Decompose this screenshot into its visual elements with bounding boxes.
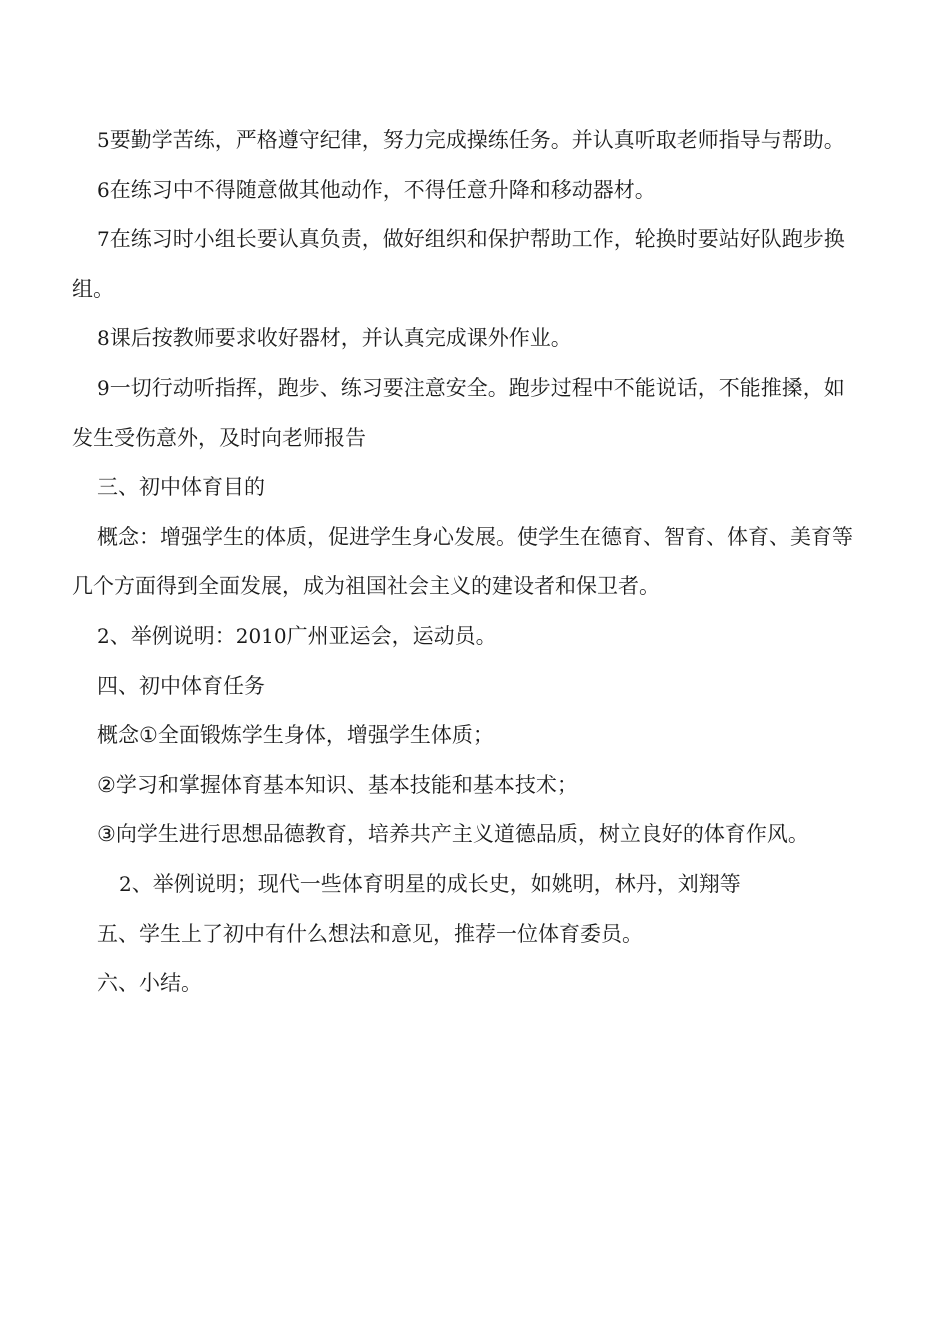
paragraph-text: 概念①全面锻炼学生身体，增强学生体质； <box>97 723 494 748</box>
item-number: 8 <box>97 326 110 351</box>
item-text: 一切行动听指挥，跑步、练习要注意安全。跑步过程中不能说话，不能推搡，如发生受伤意外，及时向老师报告 <box>72 375 845 450</box>
item-text: 在练习时小组长要认真负责，做好组织和保护帮助工作，轮换时要站好队跑步换组。 <box>72 227 845 301</box>
task-item-1 <box>72 711 862 761</box>
heading-text: 五、学生上了初中有什么想法和意见，推荐一位体育委员。 <box>97 921 643 946</box>
item-text-2: 广州亚运会，运动员。 <box>286 623 497 648</box>
section-heading-6 <box>72 959 862 1009</box>
item-text: 在练习中不得随意做其他动作，不得任意升降和移动器材。 <box>109 177 656 202</box>
item-text: 、举例说明： <box>109 623 236 648</box>
example-paragraph <box>72 612 862 662</box>
item-number: 5 <box>97 128 110 152</box>
rule-item-7 <box>72 215 862 314</box>
rule-item-9 <box>72 364 862 463</box>
item-number: 9 <box>97 375 110 400</box>
item-number: 2 <box>97 623 110 648</box>
year-number: 2010 <box>235 623 287 648</box>
item-text: 、举例说明；现代一些体育明星的成长史，如姚明，林丹，刘翔等 <box>131 871 741 896</box>
document-body <box>72 116 862 1009</box>
section-heading-5 <box>72 910 862 960</box>
heading-text: 三、初中体育目的 <box>97 475 265 500</box>
concept-paragraph <box>72 513 862 612</box>
task-item-2 <box>72 761 862 811</box>
section-heading-4 <box>72 662 862 712</box>
paragraph-text: ③向学生进行思想品德教育，培养共产主义道德品质，树立良好的体育作风。 <box>97 822 809 847</box>
heading-text: 四、初中体育任务 <box>97 673 265 698</box>
item-text: 课后按教师要求收好器材，并认真完成课外作业。 <box>109 326 572 351</box>
rule-item-8 <box>72 314 862 364</box>
item-number: 6 <box>97 177 110 202</box>
rule-item-5 <box>72 116 862 166</box>
section-heading-3 <box>72 463 862 513</box>
item-text: 要勤学苦练，严格遵守纪律，努力完成操练任务。并认真听取老师指导与帮助。 <box>109 128 845 152</box>
task-item-3 <box>72 810 862 860</box>
example-paragraph-2 <box>72 860 862 910</box>
item-number: 7 <box>97 227 110 252</box>
paragraph-text: 概念：增强学生的体质，促进学生身心发展。使学生在德育、智育、体育、美育等几个方面得到全面发展，成为祖国社会主义的建设者和保卫者。 <box>72 524 853 599</box>
heading-text: 六、小结。 <box>97 971 202 996</box>
rule-item-6 <box>72 166 862 216</box>
item-number: 2 <box>119 871 132 896</box>
paragraph-text: ②学习和掌握体育基本知识、基本技能和基本技术； <box>97 772 578 797</box>
